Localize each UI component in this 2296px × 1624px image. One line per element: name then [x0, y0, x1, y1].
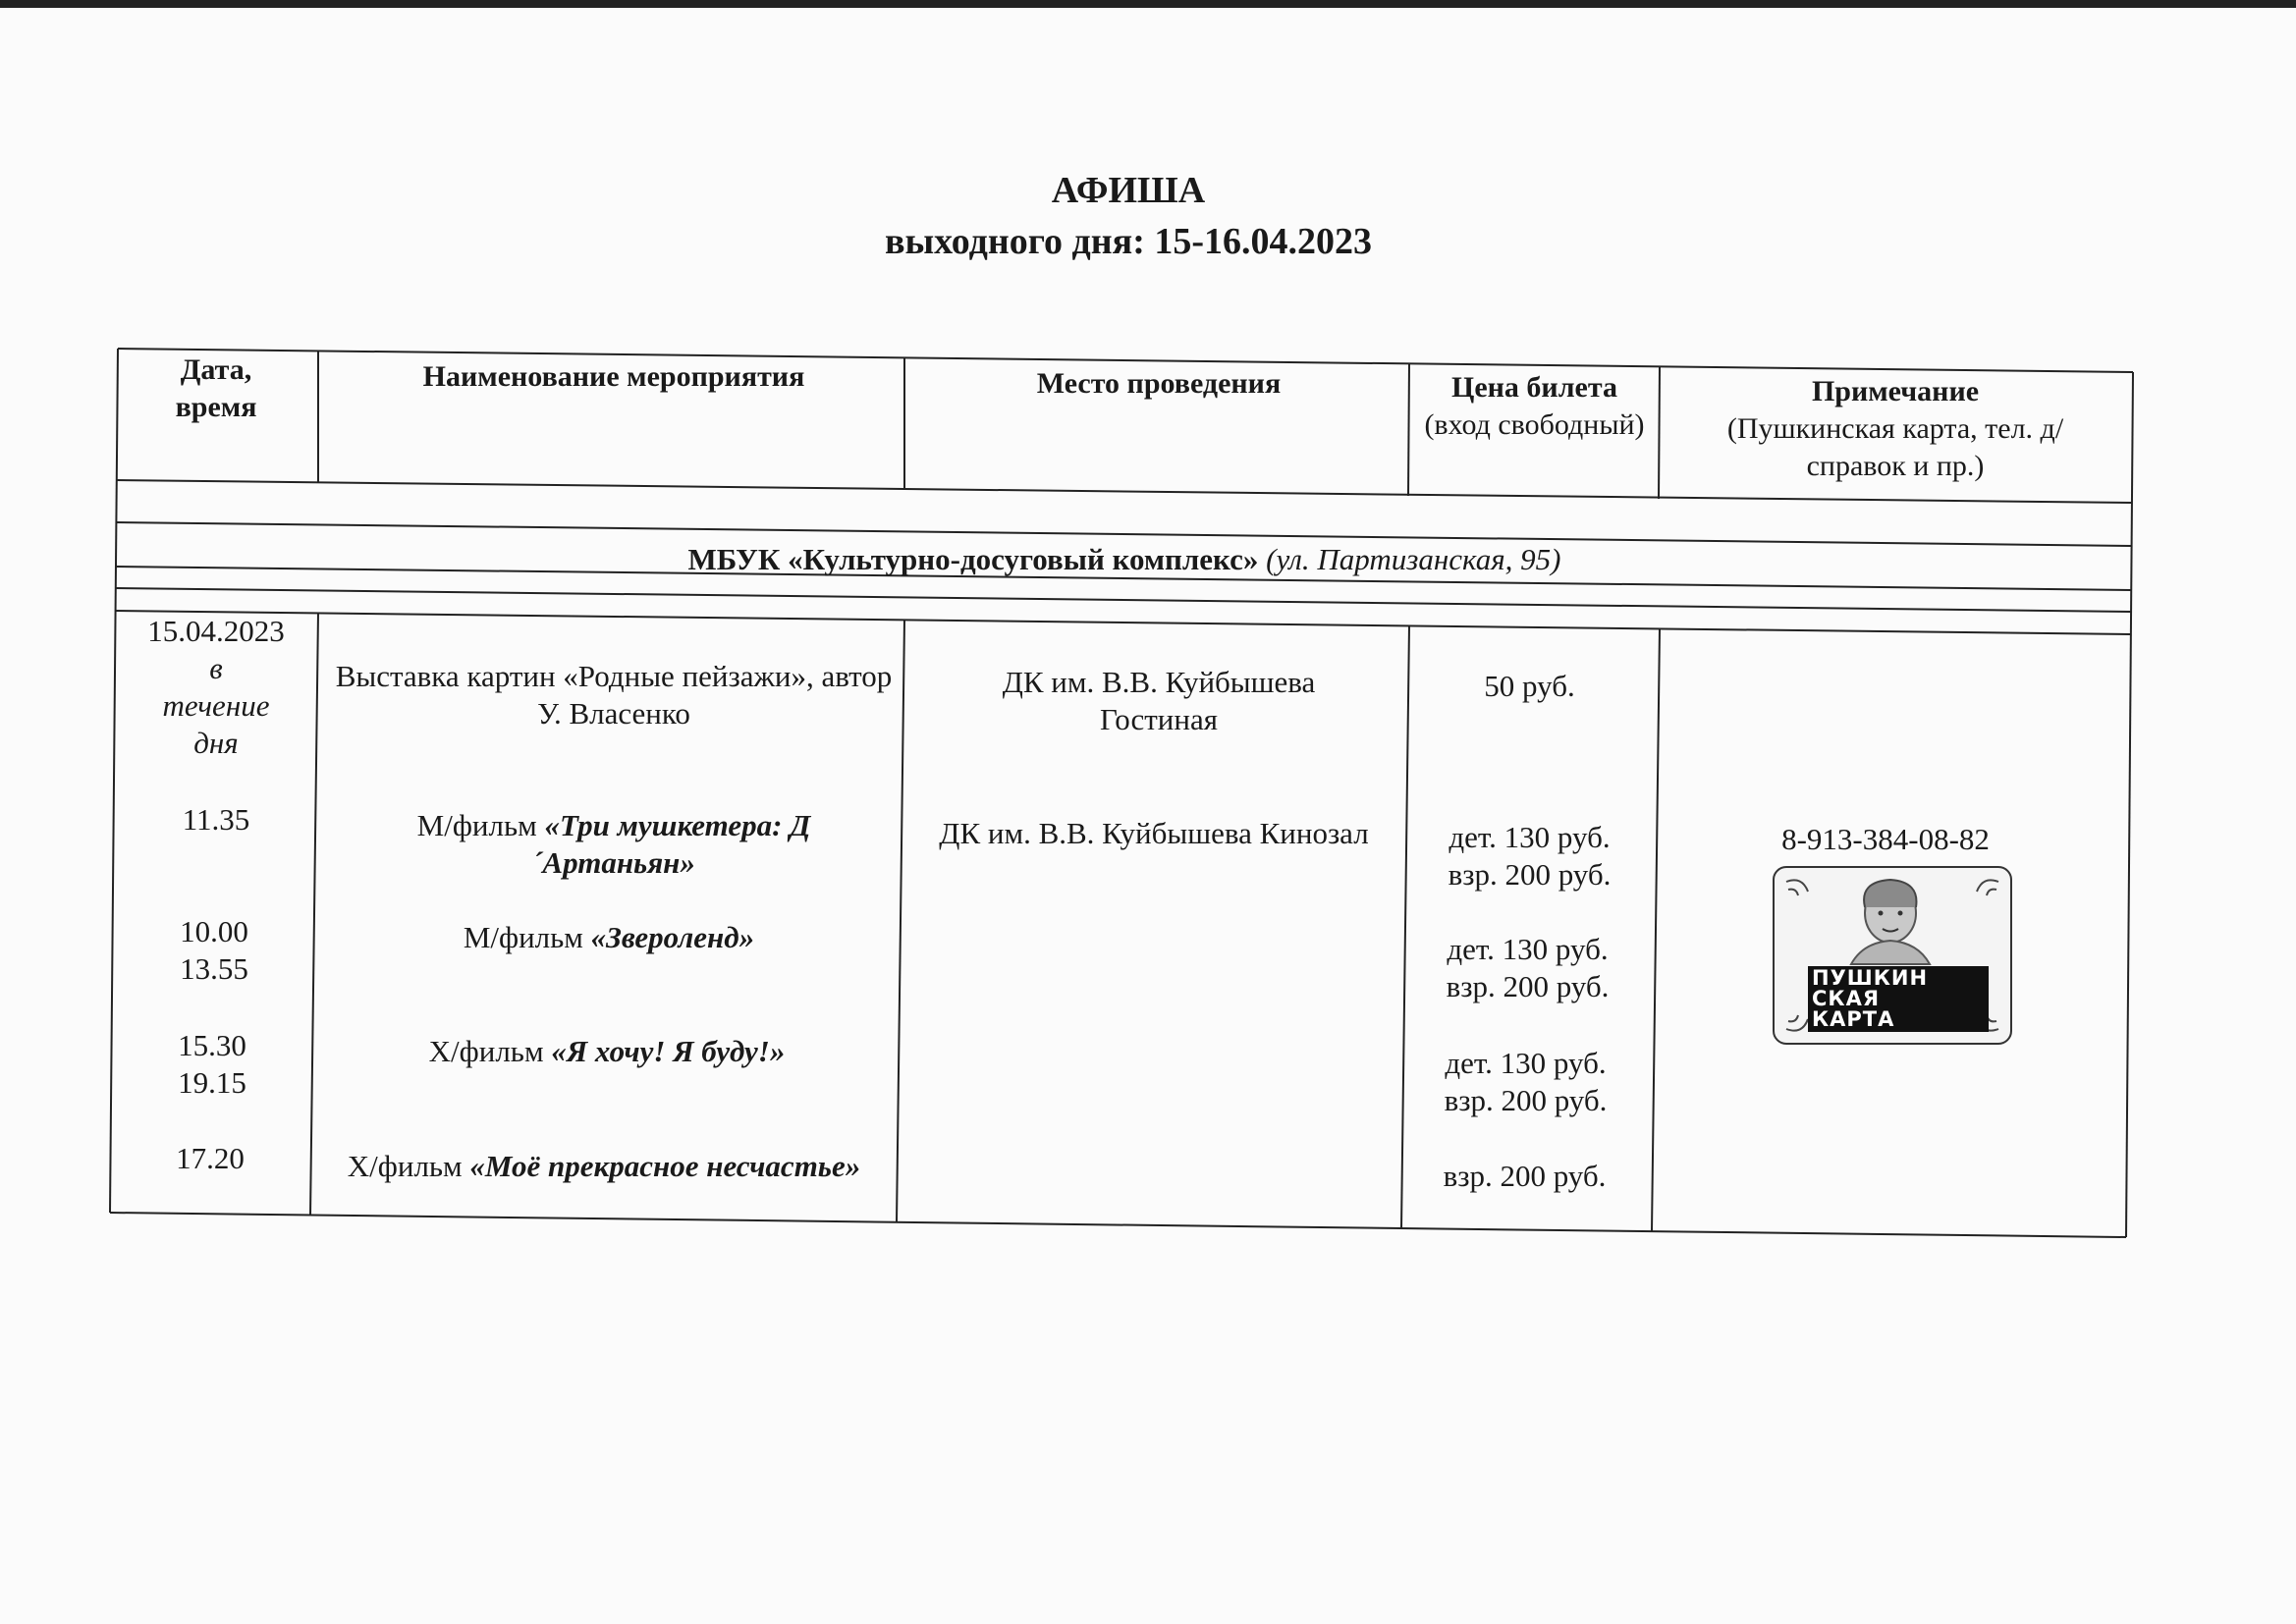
event-5-name: Х/фильм «Моё прекрасное несчастье» [347, 1149, 861, 1183]
header-date: Дата, время [175, 353, 257, 423]
event-3-time: 10.00 13.55 [180, 914, 248, 986]
event-5-price: взр. 200 руб. [1443, 1159, 1607, 1193]
organization-row [118, 541, 2131, 578]
event-4-name: Х/фильм «Я хочу! Я буду!» [428, 1034, 786, 1068]
event-1-name: Выставка картин «Родные пейзажи», автор У. Власенко [335, 659, 893, 731]
event-4-time: 15.30 19.15 [178, 1028, 246, 1100]
event-1-venue: ДК им. В.В. Куйбышева Гостиная [1002, 665, 1316, 736]
pushkin-card-logo [1773, 866, 2012, 1045]
event-1-date: 15.04.2023 в течение дня [147, 614, 285, 760]
event-2-name: М/фильм «Три мушкетера: Д´Артаньян» [416, 808, 811, 880]
event-1-price: 50 руб. [1484, 669, 1575, 703]
organization-name: МБУК «Культурно-досуговый комплекс» [687, 542, 1259, 576]
page-title: АФИША [1051, 170, 1206, 211]
organization-address: (ул. Партизанская, 95) [1266, 542, 1561, 576]
event-2-price: дет. 130 руб. взр. 200 руб. [1448, 820, 1612, 892]
pushkin-card-wordmark: ПУШКИН СКАЯ КАРТА [1808, 966, 1989, 1032]
header-event-name: Наименование мероприятия [422, 360, 805, 393]
header-price: Цена билета (вход свободный) [1424, 371, 1645, 441]
event-2-time: 11.35 [182, 802, 250, 837]
page-subtitle: выходного дня: 15-16.04.2023 [884, 221, 1373, 262]
header-note: Примечание (Пушкинская карта, тел. д/справок и пр.) [1726, 375, 2064, 482]
note-phone: 8-913-384-08-82 [1781, 822, 1990, 856]
event-2-venue: ДК им. В.В. Куйбышева Кинозал [939, 816, 1369, 850]
event-4-price: дет. 130 руб. взр. 200 руб. [1444, 1046, 1608, 1117]
event-3-name: М/фильм «Звероленд» [463, 920, 755, 954]
header-venue: Место проведения [1036, 367, 1282, 400]
event-3-price: дет. 130 руб. взр. 200 руб. [1446, 932, 1610, 1003]
event-5-time: 17.20 [176, 1141, 245, 1175]
